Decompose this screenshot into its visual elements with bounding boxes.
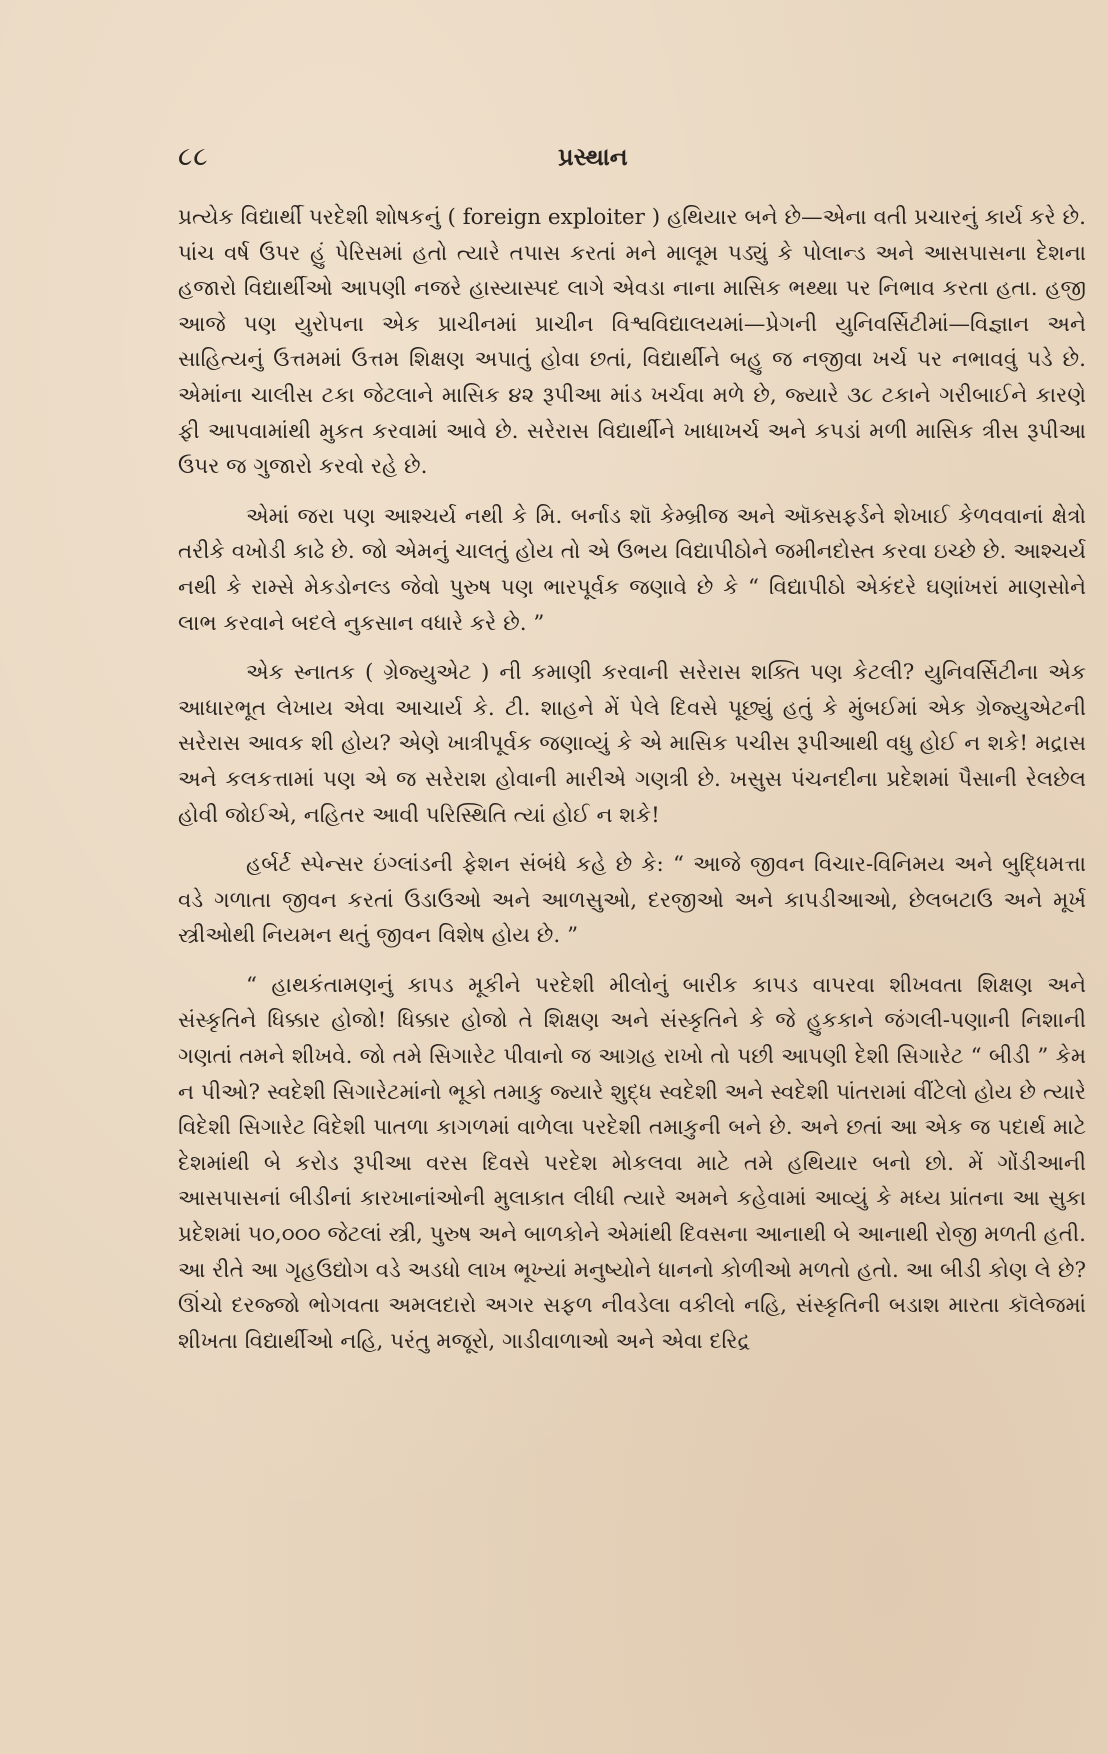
paragraph: હર્બર્ટ સ્પેન્સર ઇંગ્લાંડની ફેશન સંબંધે કહે છે કે: “ આજે જીવન વિચાર-વિનિમય અને બુદ્ધિમત્તા વડે ગળાતા જીવન કરતાં ઉડાઉઓ અને આળસુઓ, દરજીઓ અને કાપડીઆઓ, છેલબટાઉ અને મૂર્ખ સ્ત્રીઓથી નિયમન થતું જીવન વિશેષ હોય છે. ” <box>178 852 1086 949</box>
paragraph: “ હાથકંતામણનું કાપડ મૂકીને પરદેશી મીલોનું બારીક કાપડ વાપરવા શીખવતા શિક્ષણ અને સંસ્કૃતિને ધિક્કાર હોજો! ધિક્કાર હોજો તે શિક્ષણ અને સંસ્કૃતિને કે જે હુકકાને જંગલી-પણાની નિશાની ગણતાં તમને શીખવે. જો તમે સિગારેટ પીવાનો જ આગ્રહ રાખો તો પછી આપણી દેશી સિગારેટ “ બીડી ” કેમ ન પીઓ? સ્વદેશી સિગારેટમાંનો ભૂકો તમાકુ જ્યારે શુદ્ધ સ્વદેશી અને સ્વદેશી પાંતરામાં વીંટેલો હોય છે ત્યારે વિદેશી સિગારેટ વિદેશી પાતળા કાગળમાં વાળેલા પરદેશી તમાકુની બને છે. અને છતાં આ એક જ પદાર્થ માટે દેશમાંથી બે કરોડ રૂપીઆ વરસ દિવસે પરદેશ મોકલવા માટે તમે હથિયાર બનો છો. મેં ગોંડીઆની આસપાસનાં બીડીનાં કારખાનાંઓની મુલાકાત લીધી ત્યારે અમને કહેવામાં આવ્યું કે મધ્ય પ્રાંતના આ સુકા પ્રદેશમાં ૫૦,૦૦૦ જેટલાં સ્ત્રી, પુરુષ અને બાળકોને એમાંથી દિવસના આનાથી બે આનાથી રોજી મળતી હતી. આ રીતે આ ગૃહઉદ્યોગ વડે અડધો લાખ ભૂખ્યાં મનુષ્યોને ધાનનો કોળીઓ મળતો હતો. આ બીડી કોણ લે છે? ઊંચો દરજ્જો ભોગવતા અમલદારો અગર સફળ નીવડેલા વકીલો નહિ, સંસ્કૃતિની બડાશ મારતા કૉલેજમાં શીખતા વિદ્યાર્થીઓ નહિ, પરંતુ મજૂરો, ગાડીવાળાઓ અને એવા દરિદ્ર <box>178 972 1086 1354</box>
page-header <box>178 142 1078 182</box>
body-text <box>178 200 1086 1373</box>
page-number: ૮૮ <box>178 142 209 172</box>
paragraph: પ્રત્યેક વિદ્યાર્થી પરદેશી શોષકનું ( foreign exploiter ) હથિયાર બને છે—એના વતી પ્રચારનું કાર્ય કરે છે. પાંચ વર્ષ ઉપર હું પેરિસમાં હતો ત્યારે તપાસ કરતાં મને માલૂમ પડ્યું કે પોલાન્ડ અને આસપાસના દેશના હજારો વિદ્યાર્થીઓ આપણી નજરે હાસ્યાસ્પદ લાગે એવડા નાના માસિક ભથ્થા પર નિભાવ કરતા હતા. હજી આજે પણ યુરોપના એક પ્રાચીનમાં પ્રાચીન વિશ્વવિદ્યાલયમાં—પ્રેગની યુનિવર્સિટીમાં—વિજ્ઞાન અને સાહિત્યનું ઉત્તમમાં ઉત્તમ શિક્ષણ અપાતું હોવા છતાં, વિદ્યાર્થીને બહુ જ નજીવા ખર્ચ પર નભાવવું પડે છે. એમાંના ચાલીસ ટકા જેટલાને માસિક ૪૨ રૂપીઆ માંડ ખર્ચવા મળે છે, જ્યારે ૩૮ ટકાને ગરીબાઈને કારણે ફી આપવામાંથી મુકત કરવામાં આવે છે. સરેરાસ વિદ્યાર્થીને ખાધાખર્ચ અને કપડાં મળી માસિક ત્રીસ રૂપીઆ ઉપર જ ગુજારો કરવો રહે છે. <box>178 205 1086 480</box>
running-title: પ્રસ્થાન <box>558 142 628 171</box>
paragraph: એમાં જરા પણ આશ્ચર્ય નથી કે મિ. બર્નાડ શૉ કેમ્બ્રીજ અને ઑક્સફર્ડને શેખાઈ કેળવવાનાં ક્ષેત્રો તરીકે વખોડી કાઢે છે. જો એમનું ચાલતું હોય તો એ ઉભય વિદ્યાપીઠોને જમીનદોસ્ત કરવા ઇચ્છે છે. આશ્ચર્ય નથી કે રામ્સે મેકડોનલ્ડ જેવો પુરુષ પણ ભારપૂર્વક જણાવે છે કે “ વિદ્યાપીઠો એકંદરે ઘણાંખરાં માણસોને લાભ કરવાને બદલે નુકસાન વધારે કરે છે. ” <box>178 503 1086 636</box>
paragraph: એક સ્નાતક ( ગ્રેજ્યુએટ ) ની કમાણી કરવાની સરેરાસ શક્તિ પણ કેટલી? યુનિવર્સિટીના એક આધારભૂત લેખાય એવા આચાર્ય કે. ટી. શાહને મેં પેલે દિવસે પૂછ્યું હતું કે મુંબઈમાં એક ગ્રેજ્યુએટની સરેરાસ આવક શી હોય? એણે ખાત્રીપૂર્વક જણાવ્યું કે એ માસિક પચીસ રૂપીઆથી વધુ હોઈ ન શકે! મદ્રાસ અને કલકત્તામાં પણ એ જ સરેરાશ હોવાની મારીએ ગણત્રી છે. ખસુસ પંચનદીના પ્રદેશમાં પૈસાની રેલછેલ હોવી જોઈએ, નહિતર આવી પરિસ્થિતિ ત્યાં હોઈ ન શકે! <box>178 660 1086 828</box>
